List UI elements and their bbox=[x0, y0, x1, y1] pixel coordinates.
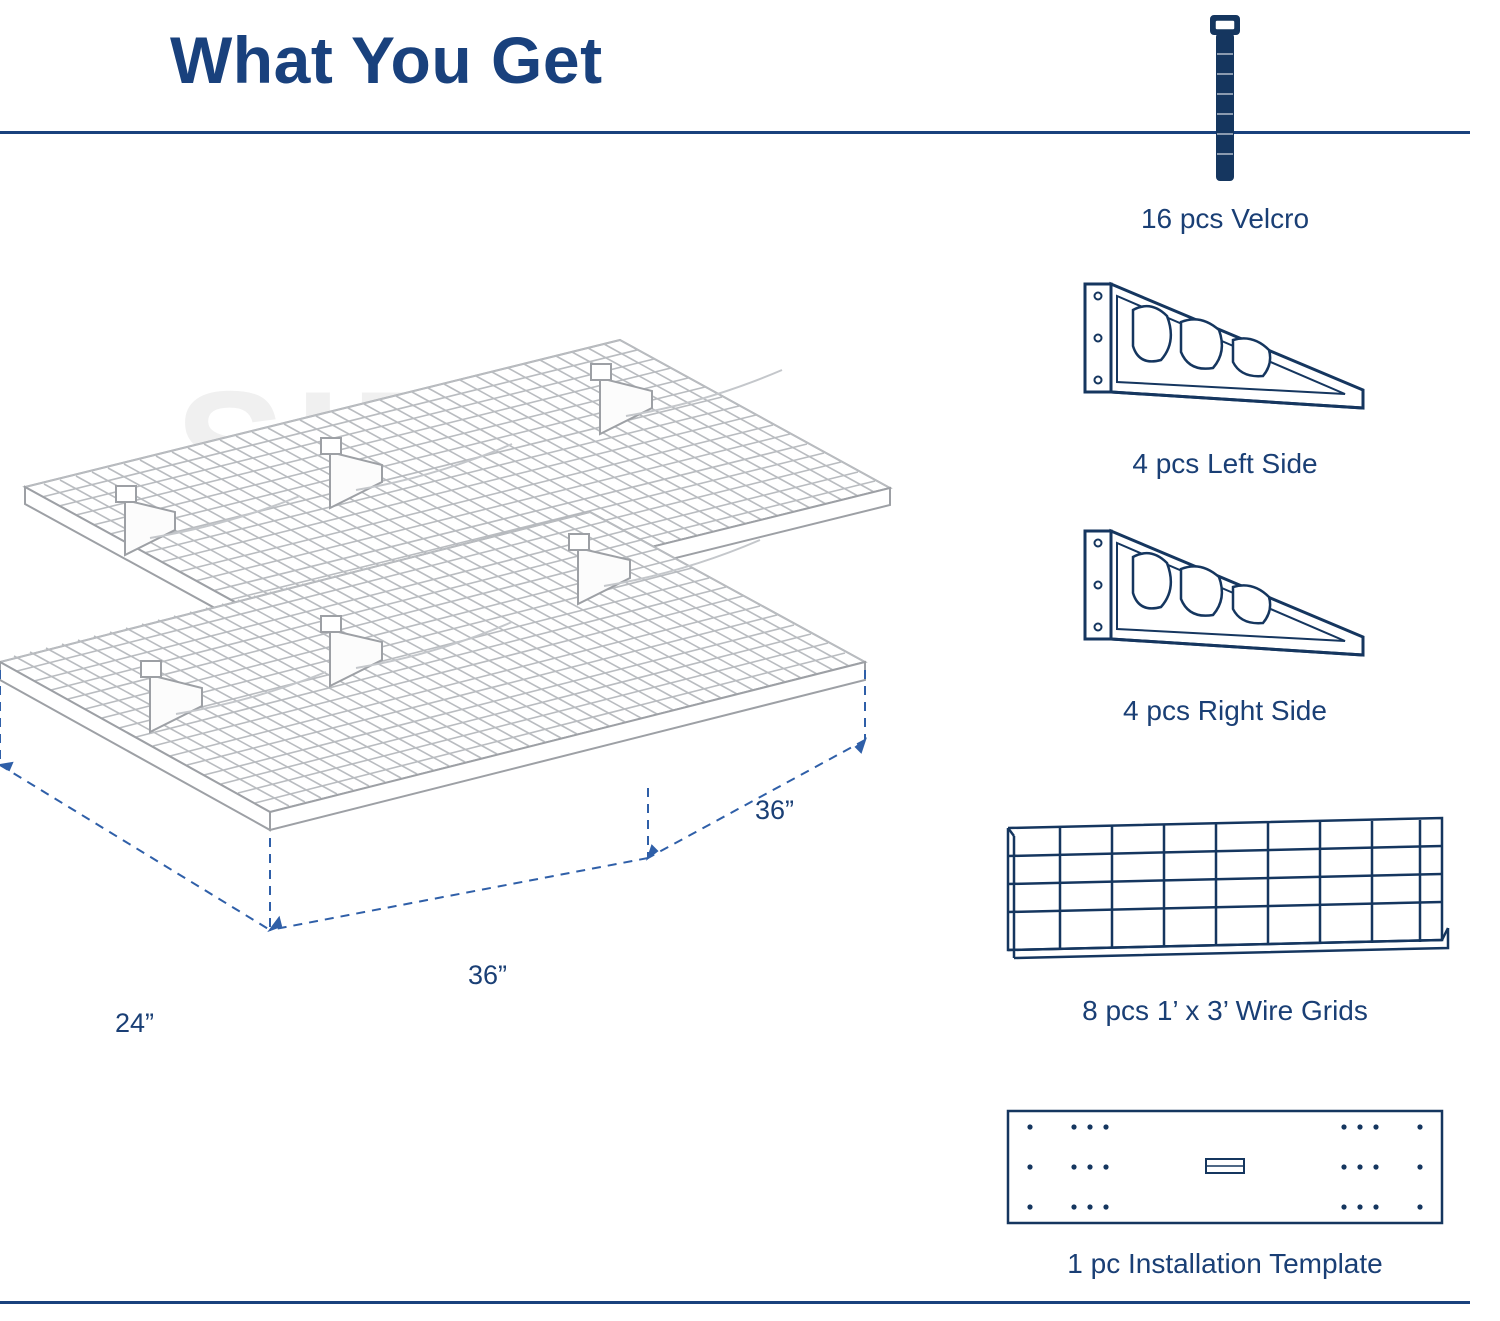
right-bracket-icon bbox=[950, 525, 1500, 685]
part-caption-right-side: 4 pcs Right Side bbox=[1123, 695, 1327, 726]
velcro-strap-icon bbox=[950, 8, 1500, 193]
page-title: What You Get bbox=[170, 23, 603, 97]
installation-template-icon bbox=[950, 1105, 1500, 1238]
dimension-depth-left: 24” bbox=[115, 1008, 155, 1038]
footer-divider bbox=[0, 1301, 1470, 1304]
part-item-wire-grids bbox=[950, 800, 1500, 1027]
left-bracket-icon bbox=[950, 278, 1500, 438]
wire-grid-icon bbox=[950, 800, 1500, 985]
parts-list-panel bbox=[950, 0, 1500, 1321]
part-caption-installation-template: 1 pc Installation Template bbox=[1067, 1248, 1383, 1279]
part-item-velcro bbox=[950, 8, 1500, 235]
part-caption-left-side: 4 pcs Left Side bbox=[1132, 448, 1318, 479]
shelf-illustration-panel bbox=[0, 140, 940, 1290]
part-caption-velcro: 16 pcs Velcro bbox=[1140, 203, 1310, 234]
dimension-width-front: 36” bbox=[468, 960, 508, 990]
part-item-left-side bbox=[950, 278, 1500, 480]
part-item-installation-template bbox=[950, 1105, 1500, 1280]
part-caption-wire-grids: 8 pcs 1’ x 3’ Wire Grids bbox=[1082, 995, 1368, 1026]
part-item-right-side bbox=[950, 525, 1500, 727]
dimension-depth-right: 36” bbox=[755, 795, 795, 825]
